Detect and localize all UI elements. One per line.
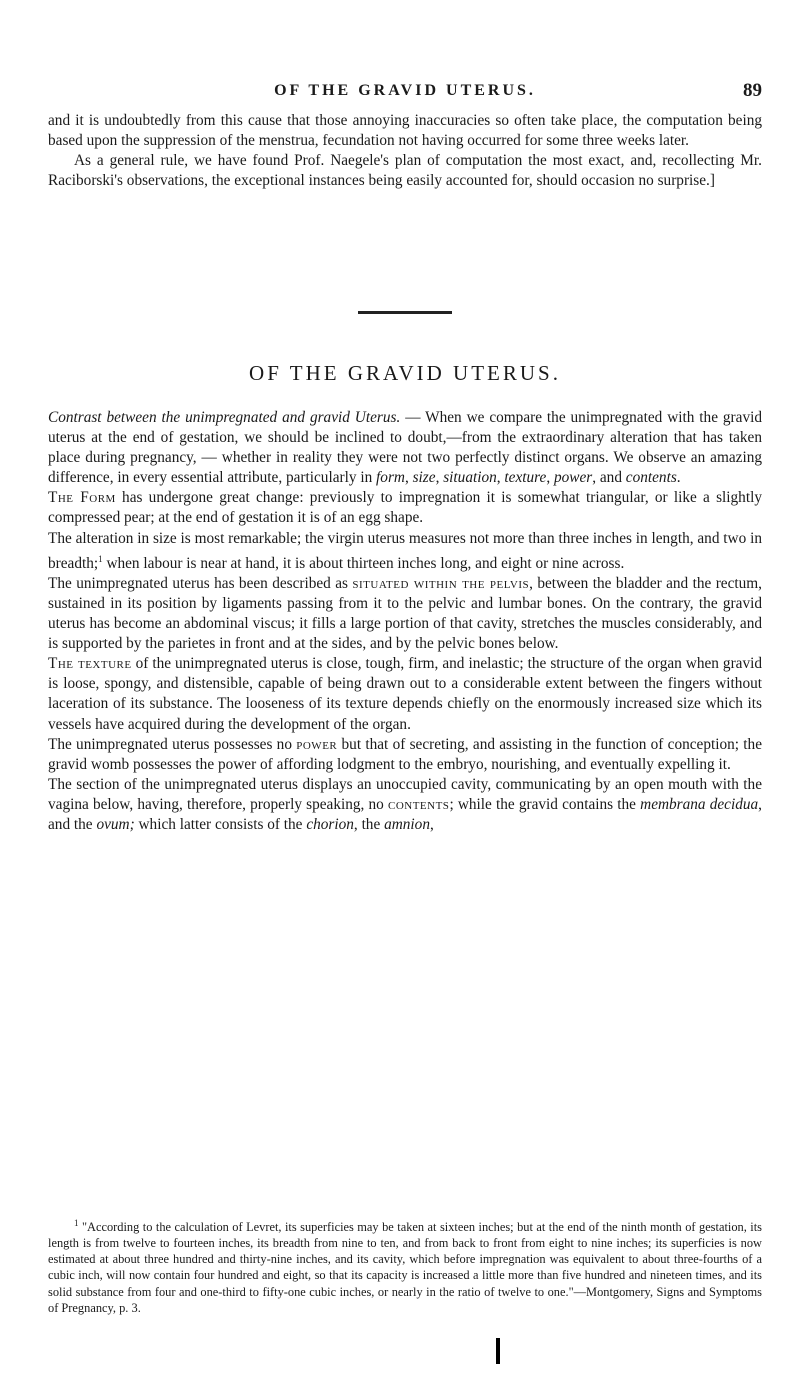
- intro-text: [48, 111, 762, 191]
- paragraph-smallcaps: situated within the pelvis: [352, 574, 530, 592]
- separator: ,: [435, 469, 444, 487]
- scan-mark: [496, 1338, 500, 1364]
- intro-paragraph: As a general rule, we have found Prof. Naegele's plan of computation the most exact, and, recollecting Mr. Raciborski's observations, the exceptional instances being easily accounted for, should occasion no surprise.]: [48, 152, 762, 189]
- section-divider: [358, 311, 452, 314]
- italic-term: ovum;: [96, 815, 135, 833]
- italic-term: membrana decidua: [640, 795, 759, 813]
- paragraph-text: The unimpregnated uterus has been described as: [48, 574, 353, 592]
- paragraph-texture: [48, 654, 762, 734]
- paragraph-text: , between the bladder and the rectum, sustained in its position by ligaments passing from it to the pelvic and lumbar bones. On the contrary, the gravid uterus has become an abdominal viscus; it fills a large portion of that cavity, stretches the muscles considerably, and is supported by the parietes in front and at the sides, and by the pelvic bones below.: [48, 574, 762, 653]
- paragraph-contents: [48, 775, 762, 835]
- separator: , and: [592, 469, 626, 487]
- attribute-term: power: [553, 469, 593, 487]
- paragraph-text: the: [361, 815, 385, 833]
- paragraph-smallcaps: contents: [387, 795, 450, 813]
- paragraph-text: has undergone great change: previously to impregnation it is somewhat triangular, or like a slightly compressed pear; at the end of gestation it is of an egg shape.: [48, 489, 762, 527]
- paragraph-text: but that of secreting, and assisting in the function of conception; the gravid womb possesses the power of affording lodgment to the embryo, nourishing, and eventually expelling it.: [48, 735, 762, 773]
- paragraph-form: [48, 488, 762, 528]
- attribute-term: size: [412, 469, 436, 487]
- paragraph-text: The alteration in size is most remarkable; the virgin uterus measures not more than three inches in length, and two in breadth;: [48, 529, 762, 572]
- footnote-text: "According to the calculation of Levret, its superficies may be taken at sixteen inches; but at the end of the ninth month of gestation, its length is from twelve to fourteen inches, its breadth from nine to ten, and from back to front from eight to nine inches; its superficies is now estimated at about three hundred and thirty-nine inches, and its cavity, which before impregnation was equivalent to about three-fourths of a cubic inch, will now contain four hundred and eight, so that its capacity is increased a little more than five hundred and nineteen times, and its solid substance from four and one-third to fifty-one cubic inches, or nearly in the ratio of twelve to one."—Montgomery, Signs and Symptoms of Pregnancy, p. 3.: [48, 1220, 762, 1315]
- paragraph-lead: The texture: [48, 655, 132, 673]
- section-body: [48, 408, 762, 835]
- separator: ,: [429, 815, 434, 833]
- footnote-mark: 1: [74, 1218, 79, 1228]
- paragraph-text: when labour is near at hand, it is about thirteen inches long, and eight or nine across.: [102, 554, 625, 572]
- paragraph-title: Contrast between the unimpregnated and gravid Uterus.: [48, 409, 401, 426]
- attribute-term: texture: [504, 469, 547, 487]
- paragraph-text: The section of the unimpregnated uterus displays an unoccupied cavity, communicating by an open mouth with the vagina below, having, therefore, properly speaking, no: [48, 775, 762, 813]
- italic-term: chorion: [306, 815, 354, 833]
- footnote-reference: 1: [98, 553, 103, 564]
- paragraph-text: The unimpregnated uterus possesses no: [48, 735, 297, 753]
- paragraph-text: , and the: [48, 795, 762, 833]
- attribute-term: contents: [625, 469, 677, 487]
- italic-term: amnion: [384, 815, 430, 833]
- paragraph-contrast: [48, 408, 762, 488]
- separator: ,: [353, 815, 362, 833]
- paragraph-text: which latter consists of the: [134, 815, 307, 833]
- page-number: 89: [743, 80, 762, 101]
- paragraph-situation: [48, 574, 762, 654]
- separator: ,: [546, 469, 554, 487]
- running-title: OF THE GRAVID UTERUS.: [274, 82, 536, 99]
- footnote: [48, 1215, 762, 1316]
- attribute-term: situation: [443, 469, 497, 487]
- paragraph-text: of the unimpregnated uterus is close, tough, firm, and inelastic; the structure of the organ when gravid is loose, spongy, and distensible, capable of being drawn out to a considerable extent between the fingers without laceration of its substance. The looseness of its texture depends chiefly on the enormously increased size which its vessels have acquired during the development of the organ.: [48, 655, 762, 733]
- paragraph-size: [48, 529, 762, 574]
- paragraph-lead: The Form: [48, 489, 116, 507]
- paragraph-text: — When we compare the unimpregnated with the gravid uterus at the end of gestation, we should be inclined to doubt,—from the extraordinary alteration that has taken place during pregnancy, — whether in reality they were not two perfectly distinct organs. We observe an amazing difference, in every essential attribute, particularly in: [48, 409, 762, 487]
- separator: .: [676, 469, 681, 487]
- paragraph-smallcaps: power: [296, 735, 338, 753]
- paragraph-text: ; while the gravid contains the: [449, 795, 641, 813]
- separator: ,: [496, 469, 505, 487]
- attribute-term: form: [376, 469, 405, 487]
- paragraph-power: [48, 735, 762, 775]
- intro-paragraph: and it is undoubtedly from this cause that those annoying inaccuracies so often take place, the computation being based upon the suppression of the menstrua, fecundation not having occurred for some three weeks later.: [48, 112, 762, 149]
- footnotes: [48, 1215, 762, 1316]
- section-heading: OF THE GRAVID UTERUS.: [249, 361, 561, 385]
- separator: ,: [404, 469, 413, 487]
- running-head: [48, 82, 762, 106]
